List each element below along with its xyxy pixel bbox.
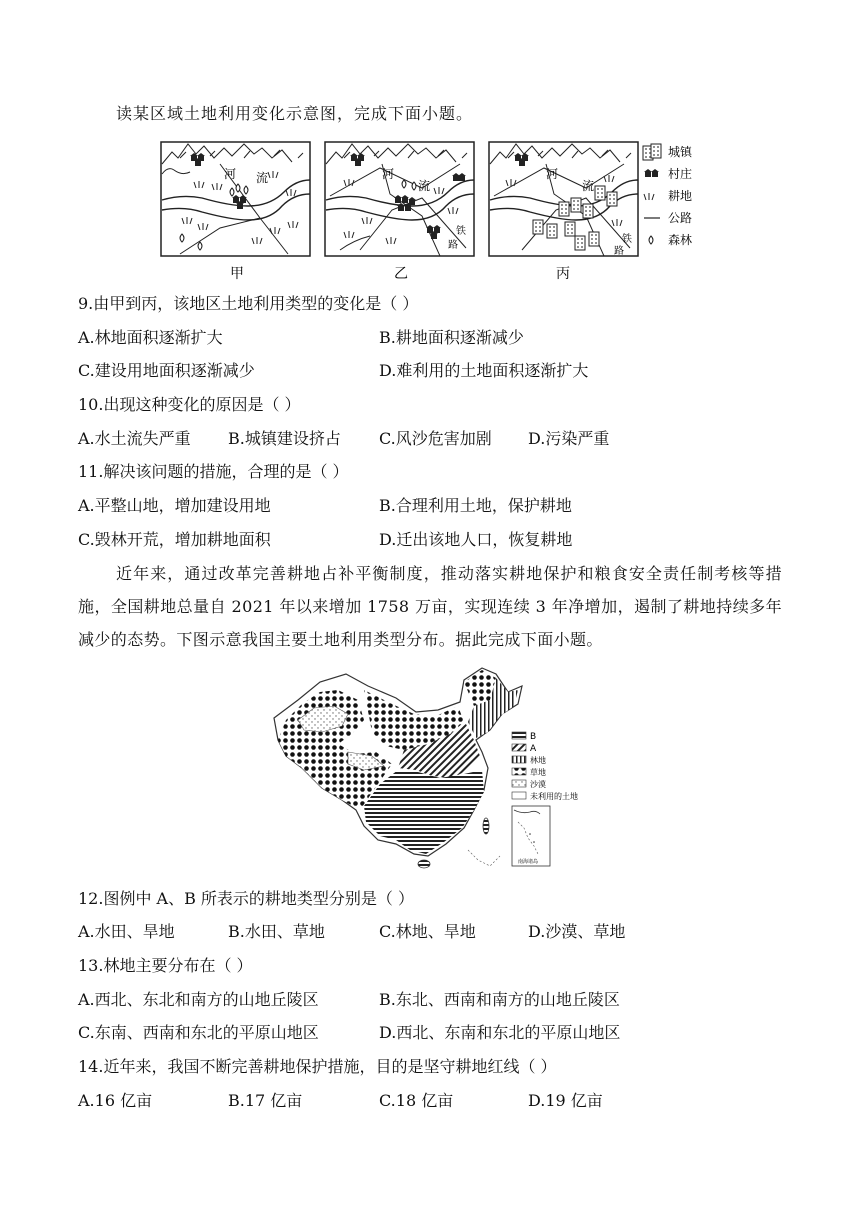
q12-option-d: D.沙漠、草地 <box>528 922 626 941</box>
rail-label-4: 路 <box>614 246 624 257</box>
question-13: 13.林地主要分布在（ ） <box>78 956 253 975</box>
q14-option-b: B.17 亿亩 <box>228 1091 303 1110</box>
panel-label-yi: 乙 <box>394 266 408 282</box>
legend-a: A <box>530 744 537 754</box>
panel-jia <box>161 142 310 256</box>
q10-option-c: C.风沙危害加剧 <box>379 429 492 448</box>
inset-label: 南海诸岛 <box>518 859 539 865</box>
legend-swatch-a <box>512 744 526 751</box>
question-12: 12.图例中 A、B 所表示的耕地类型分别是（ ） <box>78 889 415 908</box>
q11-option-d: D.迁出该地人口，恢复耕地 <box>379 530 573 549</box>
legend-farmland: 耕地 <box>668 189 693 203</box>
river-label-4: 流 <box>418 179 431 193</box>
legend-swatch-grass <box>512 768 526 775</box>
legend-grassland: 草地 <box>530 768 546 777</box>
panel-label-bing: 丙 <box>556 266 570 282</box>
q9-option-b: B.耕地面积逐渐减少 <box>379 328 524 347</box>
forest-icon <box>649 236 653 244</box>
panel-bing <box>489 142 638 257</box>
panel-yi <box>325 142 474 256</box>
legend-town: 城镇 <box>668 145 693 159</box>
farmland-icon <box>644 193 654 200</box>
q10-option-a: A.水土流失严重 <box>78 429 191 448</box>
question-10: 10.出现这种变化的原因是（ ） <box>78 395 301 414</box>
q11-option-c: C.毁林开荒，增加耕地面积 <box>78 530 271 549</box>
legend-desert: 沙漠 <box>530 780 546 789</box>
legend-swatch-b <box>512 732 526 739</box>
q13-option-c: C.东南、西南和东北的平原山地区 <box>78 1023 319 1042</box>
intro-text-2: 近年来，通过改革完善耕地占补平衡制度，推动落实耕地保护和粮食安全责任制考核等措施，全国耕地总量自 2021 年以来增加 1758 万亩，实现连续 3 年净增加，遏制了耕地持续多年减少的态势。下图示意我国主要土地利用类型分布。据此完成下面小题。 <box>78 564 782 649</box>
legend-forest-land: 林地 <box>530 756 546 765</box>
river-label-5: 河 <box>546 167 559 181</box>
town-icon <box>643 144 661 160</box>
q11-option-a: A.平整山地，增加建设用地 <box>78 496 271 515</box>
q12-option-a: A.水田、旱地 <box>78 922 175 941</box>
rail-label-1: 铁 <box>456 226 466 237</box>
land-use-change-figure <box>160 138 705 284</box>
river-label-3: 河 <box>382 167 395 181</box>
legend-unused-land: 未利用的土地 <box>530 792 578 801</box>
q13-option-a: A.西北、东北和南方的山地丘陵区 <box>78 990 319 1009</box>
q9-option-d: D.难利用的土地面积逐渐扩大 <box>379 361 589 380</box>
question-11: 11.解决该问题的措施，合理的是（ ） <box>78 462 349 481</box>
q9-option-a: A.林地面积逐渐扩大 <box>78 328 223 347</box>
question-14: 14.近年来，我国不断完善耕地保护措施，目的是坚守耕地红线（ ） <box>78 1057 557 1076</box>
q11-option-b: B.合理利用土地，保护耕地 <box>379 496 572 515</box>
south-china-sea-inset <box>512 806 550 866</box>
q9-option-c: C.建设用地面积逐渐减少 <box>78 361 255 380</box>
q10-option-b: B.城镇建设挤占 <box>228 429 341 448</box>
q12-option-b: B.水田、草地 <box>228 922 325 941</box>
question-9: 9.由甲到丙，该地区土地利用类型的变化是（ ） <box>78 294 419 313</box>
village-icon <box>644 169 659 177</box>
q14-option-a: A.16 亿亩 <box>78 1091 153 1110</box>
q14-option-d: D.19 亿亩 <box>528 1091 603 1110</box>
fig2-legend <box>512 732 578 801</box>
fig1-legend <box>643 144 693 247</box>
q10-option-d: D.污染严重 <box>528 429 610 448</box>
legend-swatch-desert <box>512 780 526 787</box>
rail-label-3: 铁 <box>622 234 632 245</box>
river-label-2: 流 <box>256 171 269 185</box>
panel-label-jia: 甲 <box>230 266 244 282</box>
q13-option-d: D.西北、东南和东北的平原山地区 <box>379 1023 621 1042</box>
intro-text-1: 读某区域土地利用变化示意图，完成下面小题。 <box>116 104 474 123</box>
river-label-6: 流 <box>582 179 595 193</box>
q13-option-b: B.东北、西南和南方的山地丘陵区 <box>379 990 620 1009</box>
q12-option-c: C.林地、旱地 <box>379 922 476 941</box>
legend-swatch-unused <box>512 792 526 799</box>
legend-village: 村庄 <box>668 167 693 181</box>
river-label-1: 河 <box>224 167 237 181</box>
legend-road: 公路 <box>668 211 693 225</box>
legend-b: B <box>530 732 537 742</box>
q14-option-c: C.18 亿亩 <box>379 1091 454 1110</box>
china-land-use-map <box>268 660 594 872</box>
legend-forest: 森林 <box>668 233 693 247</box>
legend-swatch-forest <box>512 756 526 763</box>
rail-label-2: 路 <box>448 240 458 251</box>
